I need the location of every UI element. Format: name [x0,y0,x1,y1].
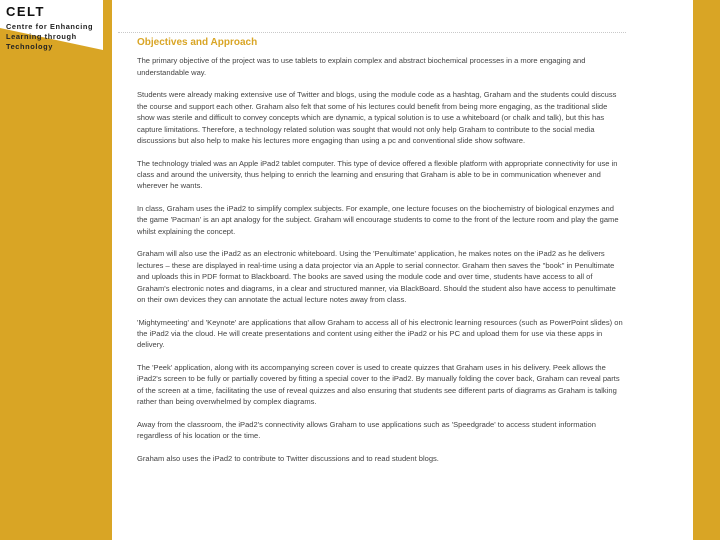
paragraph: In class, Graham uses the iPad2 to simplify complex subjects. For example, one lecture focuses on the biochemistry of biological enzymes and the game 'Pacman' is an apt analogy for the subject. Graham will encourage students to come to the front of the lecture room and play the game whilst explaining the concept. [137,204,619,236]
paragraph: 'Mightymeeting' and 'Keynote' are applications that allow Graham to access all of his electronic learning resources (such as PowerPoint slides) on the iPad2 via the cloud. He will create presentations and content using either the iPad2 or his PC and upload them for use via these apps in delivery. [137,317,623,350]
paragraph: The 'Peek' application, along with its accompanying screen cover is used to create quizzes that Graham uses in his delivery. Peek allows the iPad2's screen to be fully or partially covered by fitting a special cover to the iPad2. By manually folding the cover back, Graham can reveal parts of the screen at a time, facilitating the use of reveal quizzes and also ensuring that students see different parts of diagrams as Graham is talking rather than being overwhelmed by complex diagrams. [137,363,620,407]
brand-title: CELT [6,4,45,19]
section-heading: Objectives and Approach [137,37,258,48]
paragraph: The primary objective of the project was to use tablets to explain complex and abstract biochemical processes in a more engaging and understandable way. [137,56,586,77]
paragraph: Graham will also use the iPad2 as an electronic whiteboard. Using the 'Penultimate' application, he makes notes on the iPad2 as he delivers lectures – these are displayed in real-time using a data projector via an Apple to serial connector. Graham then saves the "book" in Penultimate and uploads this in PDF format to Blackboard. The books are saved using the module code and over time, students have access to all of Graham's electronic notes and diagrams, in a clear and structured manner, via BlackBoard. Should the student also have access to penultimate on their own devices they can annotate the actual lecture notes away from class. [137,249,616,305]
paragraph: The technology trialed was an Apple iPad2 tablet computer. This type of device offered a flexible platform with appropriate connectivity for use in class and around the university, thus helping to enrich the learning and ensuring that Graham is able to be in communication whenever and wherever he wants. [137,158,618,191]
left-accent-bar [0,0,112,540]
paragraph: Graham also uses the iPad2 to contribute to Twitter discussions and to read student blogs. [137,453,439,463]
right-accent-bar [693,0,720,540]
brand-subtitle: Centre for Enhancing Learning through Technology [6,22,94,51]
paragraph: Students were already making extensive use of Twitter and blogs, using the module code as a hashtag, Graham and the students could discuss the course and support each other. Graham also felt that some of his lectures could benefit from being more engaging, as the traditional slide show was sterile and difficult to convey concepts which are dynamic, a typical solution is to use a whiteboard (or chalk and talk), but this has capture limitations. Therefore, a technology related solution was sought that would not only help Graham to contribute to the social media discussions but also help to make his lectures more engaging than using a pc and conventional slide show software. [137,90,617,146]
paragraph: Away from the classroom, the iPad2's connectivity allows Graham to use applications such as 'Speedgrade' to access student information regardless of his location or the time. [137,419,596,441]
header-divider [118,32,626,33]
article-body [137,37,624,475]
